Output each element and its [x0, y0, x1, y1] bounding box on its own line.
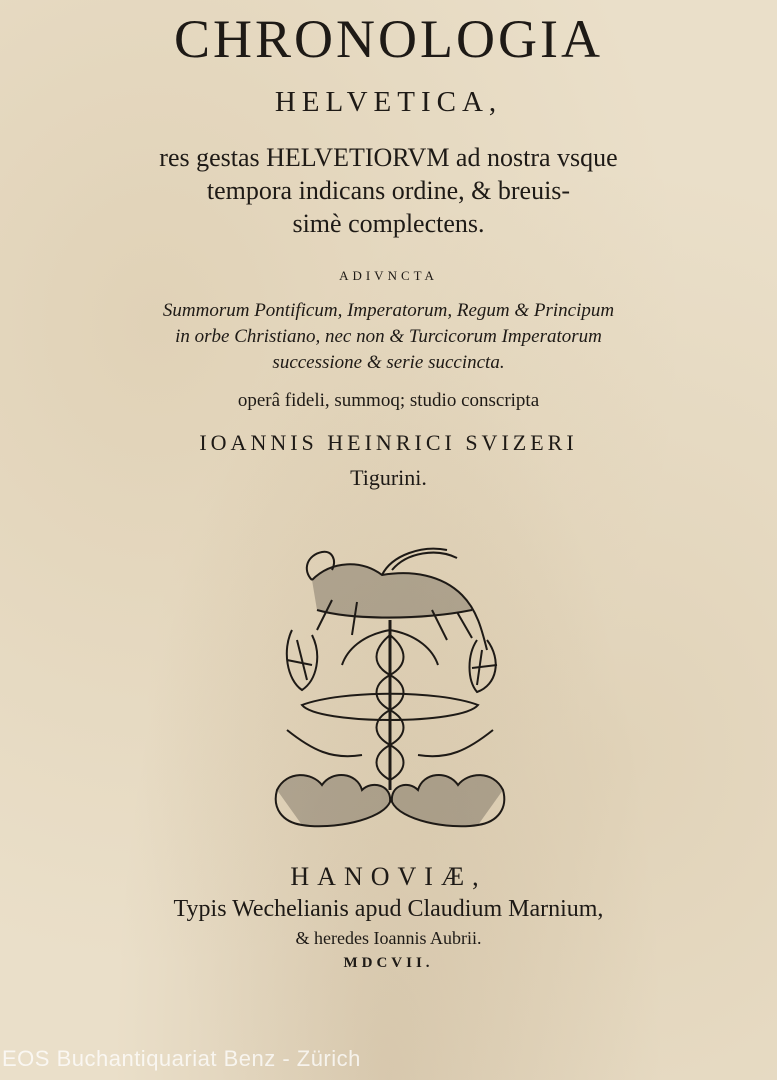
imprint-place: HANOVIÆ, [290, 862, 487, 891]
pegasus-caduceus-woodcut-icon [272, 540, 508, 836]
imprint-heirs: & heredes Ioannis Aubrii. [295, 928, 482, 948]
italic-line: in orbe Christiano, nec non & Turcicorum Imperatorum [175, 326, 602, 347]
description-line: simè complectens. [292, 209, 485, 238]
book-title: CHRONOLOGIA [174, 9, 603, 69]
book-subtitle: HELVETICA, [274, 86, 503, 118]
opera-line: operâ fideli, summoq; studio conscripta [237, 390, 540, 411]
dealer-watermark: EOS Buchantiquariat Benz - Zürich [2, 1046, 361, 1071]
imprint-printer: Typis Wechelianis apud Claudium Marnium, [173, 896, 604, 922]
adiuncta-heading: ADIVNCTA [339, 268, 438, 283]
italic-line: Summorum Pontificum, Imperatorum, Regum & Principum [162, 300, 615, 321]
author-place: Tigurini. [350, 465, 427, 490]
description-line: tempora indicans ordine, & breuis- [206, 176, 571, 205]
author-name: IOANNIS HEINRICI SVIZERI [199, 430, 578, 455]
imprint-year: MDCVII. [343, 955, 434, 971]
description-line: res gestas HELVETIORVM ad nostra vsque [159, 143, 618, 172]
italic-line: successione & serie succincta. [272, 352, 505, 373]
